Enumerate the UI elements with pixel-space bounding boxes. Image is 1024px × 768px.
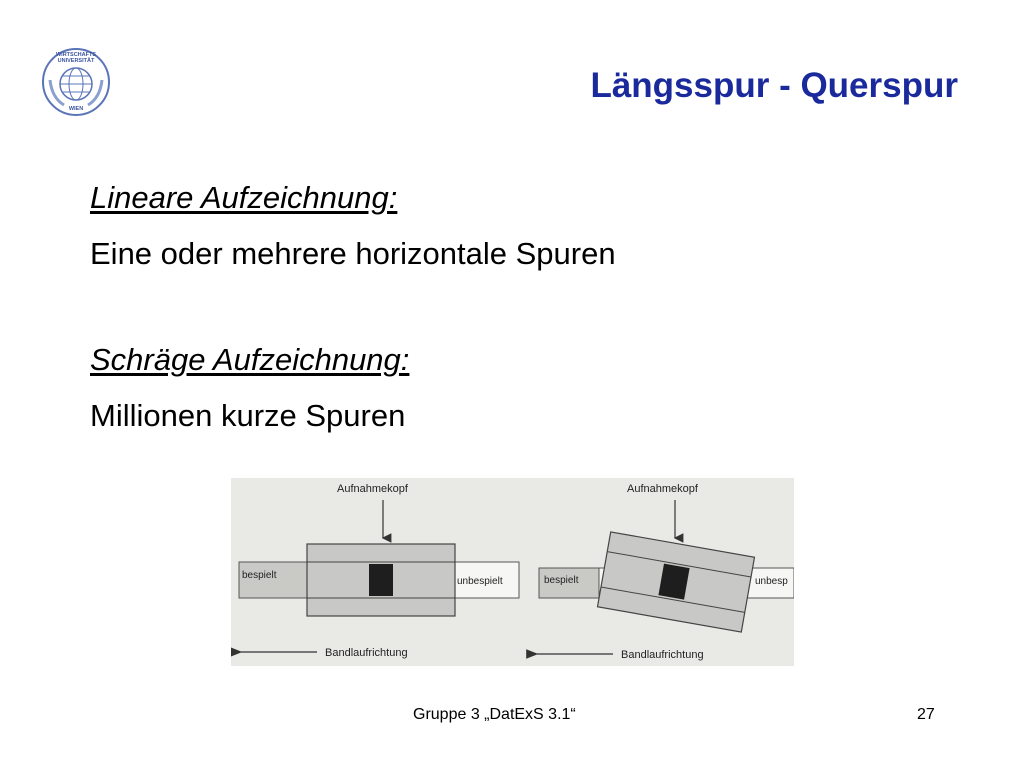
university-logo	[38, 42, 114, 118]
university-globe-logo-icon	[38, 42, 114, 118]
section-text-helical: Millionen kurze Spuren	[90, 398, 406, 433]
left-head-gap	[369, 564, 393, 596]
section-heading-linear: Lineare Aufzeichnung:	[90, 180, 398, 215]
right-head-label: Aufnahmekopf	[627, 483, 698, 495]
left-direction-label: Bandlaufrichtung	[325, 647, 408, 659]
right-recorded-label: bespielt	[544, 575, 579, 586]
slide-title: Längsspur - Querspur	[590, 66, 958, 105]
section-text-linear: Eine oder mehrere horizontale Spuren	[90, 236, 616, 271]
page-number: 27	[917, 706, 935, 723]
left-recorded-label: bespielt	[242, 570, 277, 581]
logo-text-line-1: WIRTSCHAFTS	[55, 52, 97, 58]
footer-text: Gruppe 3 „DatExS 3.1“	[413, 706, 576, 723]
left-unrecorded-label: unbespielt	[457, 576, 503, 587]
right-head-drum	[598, 532, 755, 632]
left-head-label: Aufnahmekopf	[337, 483, 408, 495]
helical-recording-diagram	[537, 483, 794, 661]
logo-text-line-3: WIEN	[68, 106, 84, 112]
logo-text-line-2: UNIVERSITÄT	[57, 58, 95, 64]
right-unrecorded-label: unbesp	[755, 576, 788, 587]
linear-recording-diagram	[239, 483, 519, 659]
right-head-gap	[658, 564, 689, 600]
right-direction-label: Bandlaufrichtung	[621, 649, 704, 661]
tape-recording-diagram	[231, 478, 794, 666]
section-heading-helical: Schräge Aufzeichnung:	[90, 342, 410, 377]
